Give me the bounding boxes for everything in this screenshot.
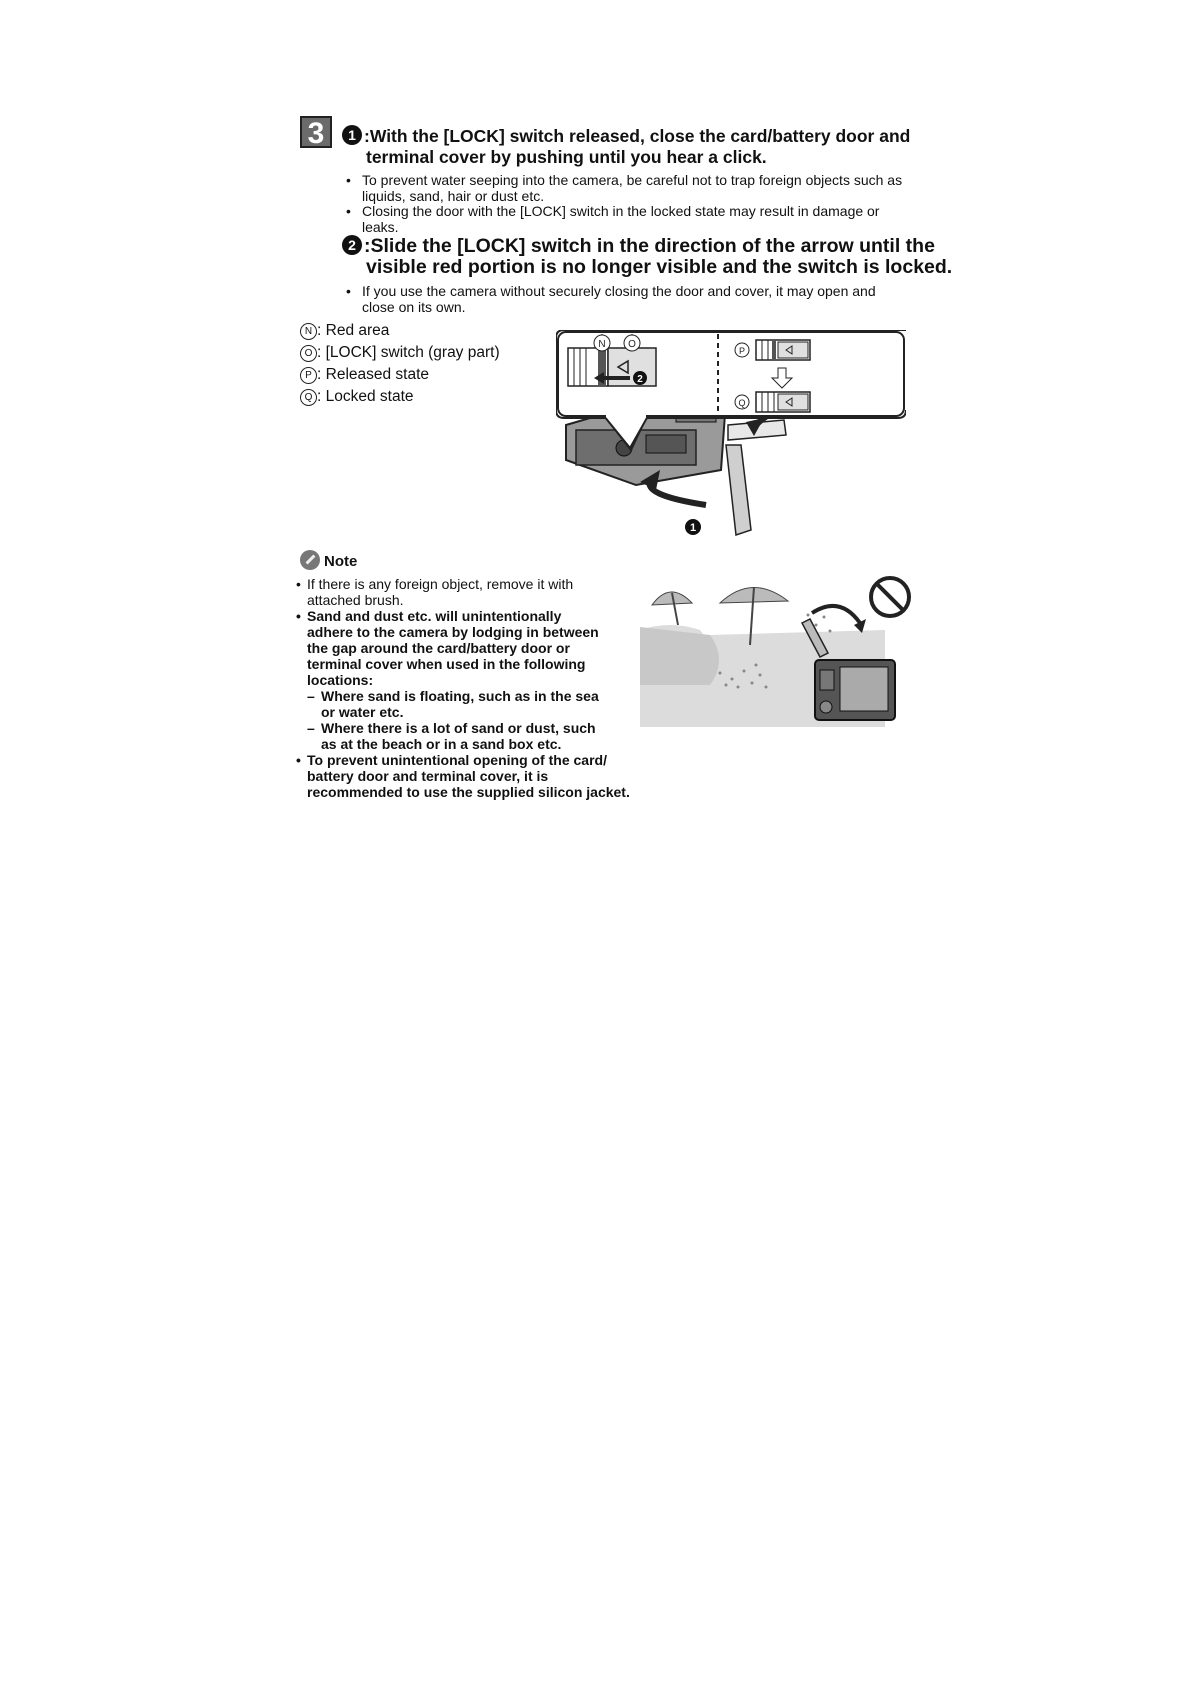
diagram-label-o: O: [628, 339, 636, 350]
note-dash-item: – Where sand is floating, such as in the sea or water etc.: [307, 688, 599, 720]
step-marker-1: 1: [342, 125, 362, 145]
note-bullet: • To prevent unintentional opening of the card/ battery door and terminal cover, it is recommended to use the supplied silicon jacket.: [296, 752, 630, 800]
umbrella-icon: [652, 592, 692, 625]
diagram-label-q: Q: [738, 398, 746, 408]
legend-item: N : Red area: [300, 320, 560, 342]
curved-arrow-icon: [650, 480, 706, 505]
prohibited-icon: [871, 578, 909, 616]
step-bullet-1: • To prevent water seeping into the camera, be careful not to trap foreign objects such as liquids, sand, hair or dust etc.: [346, 172, 903, 204]
diagram-marker-2: 2: [637, 374, 643, 385]
step-number-box: 3: [300, 116, 332, 148]
note-pencil-icon: [300, 550, 320, 570]
note-bullet: • If there is any foreign object, remove it with attached brush.: [296, 576, 574, 608]
note-list: [296, 576, 676, 800]
legend-item: O : [LOCK] switch (gray part): [300, 342, 560, 364]
diagram-no-labels: [590, 332, 680, 354]
lock-switch-diagram: [556, 330, 906, 540]
step-bullet-2: • Closing the door with the [LOCK] switch in the locked state may result in damage or leaks.: [346, 203, 880, 235]
diagram-marker-1a: 1: [689, 522, 697, 534]
diagram-label-n: N: [598, 339, 606, 350]
note-bullet: • Sand and dust etc. will unintentionally adhere to the camera by lodging in between the gap around the card/battery door or terminal cover when used in the following locations:: [296, 608, 599, 688]
step-marker-2: 2: [342, 235, 362, 255]
note-dash-item: – Where there is a lot of sand or dust, such as at the beach or in a sand box etc.: [307, 720, 596, 752]
legend: [300, 320, 560, 408]
beach-warning-illustration: [640, 575, 915, 750]
legend-item: P : Released state: [300, 364, 560, 386]
note-heading: Note: [300, 550, 357, 570]
diagram-label-p: P: [738, 346, 746, 356]
legend-item: Q : Locked state: [300, 386, 560, 408]
step-heading-2: 2 :Slide the [LOCK] switch in the direction of the arrow until the visible red portion is no longer visible and the switch is locked.: [342, 235, 972, 278]
step-bullet-3: • If you use the camera without securely closing the door and cover, it may open and close on its own.: [346, 283, 876, 315]
step-heading-1: 1 :With the [LOCK] switch released, close the card/battery door and terminal cover by pushing until you hear a click.: [342, 125, 962, 168]
